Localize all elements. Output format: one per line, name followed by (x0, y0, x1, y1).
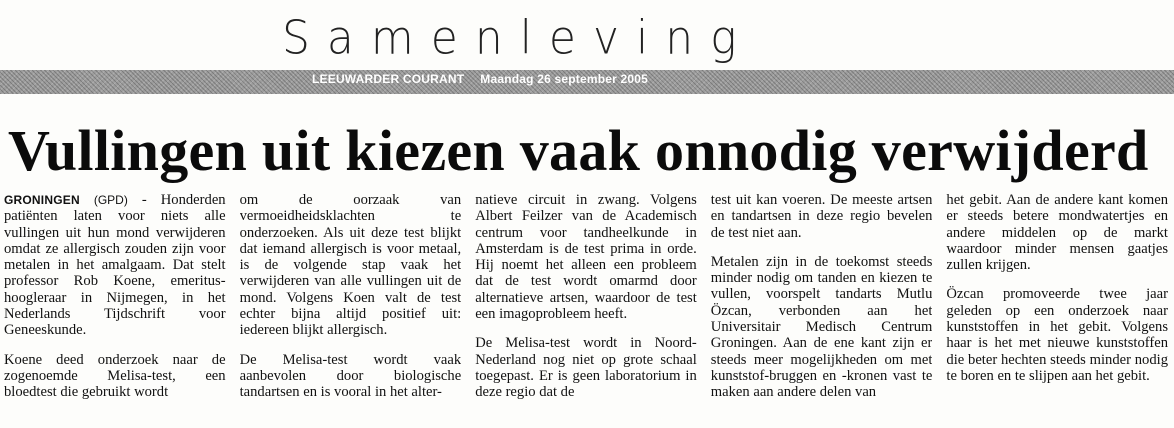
masthead-text (312, 72, 648, 86)
article-column-3 (475, 192, 697, 424)
paragraph (4, 192, 226, 339)
paragraph: om de oorzaak van vermoeidheidsklachten te onderzoeken. Als uit deze test blijkt dat iemand allergisch is voor metaal, is de volgende stap vaak het verwijderen van alle vullingen uit de mond. Volgens Koen valt de test echter bijna altijd positief uit: iedereen blijkt allergisch. (239, 192, 462, 339)
dateline: GRONINGEN (4, 193, 80, 207)
paragraph: De Melisa-test wordt in Noord-Nederland nog niet op grote schaal toegepast. Er is geen laboratorium in deze regio dat de (475, 335, 697, 401)
article-column-2 (240, 192, 462, 424)
newspaper-name: LEEUWARDER COURANT (312, 72, 465, 86)
paragraph: natieve circuit in zwang. Volgens Albert Feilzer van de Academisch centrum voor tandheelkunde in Amsterdam is de test prima in orde. Hij noemt het alleen een probleem dat de test wordt omarmd door alternatieve artsen, waardoor de test een imagoprobleem heeft. (475, 192, 697, 323)
publication-date: Maandag 26 september 2005 (480, 72, 649, 86)
news-agency: (GPD) (93, 193, 128, 207)
paragraph: Özcan promoveerde twee jaar geleden op een onderzoek naar kunststoffen in het gebit. Volgens haar is het met nieuwe kunststoffen die beter hechten steeds minder nodig te boren en te slijpen aan het gebit. (946, 286, 1168, 384)
section-title: Samenleving (282, 11, 754, 66)
article-column-4 (711, 192, 933, 424)
paragraph: test uit kan voeren. De meeste artsen en tandartsen in deze regio bevelen de test niet aan. (710, 192, 933, 241)
paragraph: De Melisa-test wordt vaak aanbevolen door biologische tandartsen en is vooral in het alter- (239, 351, 462, 401)
article-column-1 (4, 192, 226, 424)
paragraph-text: - Honderden patiënten laten voor niets alle vullingen uit hun mond verwijderen omdat ze allergisch zouden zijn voor metalen in het amalgaam. Dat stelt professor Rob Koene, emeritus-hoogleraar in Nijmegen, in het Nederlands Tijdschrift voor Geneeskunde. (4, 192, 226, 339)
article-column-5 (946, 192, 1168, 424)
article-body (4, 192, 1168, 424)
article-headline: Vullingen uit kiezen vaak onnodig verwijderd (8, 118, 1149, 183)
paragraph: het gebit. Aan de andere kant komen er steeds betere mondwatertjes en andere middelen op de markt waardoor minder mensen gaatjes zullen krijgen. (946, 192, 1168, 274)
paragraph: Koene deed onderzoek naar de zogenoemde Melisa-test, een bloedtest die gebruikt wordt (4, 351, 226, 401)
paragraph: Metalen zijn in de toekomst steeds minder nodig om tanden en kiezen te vullen, voorspelt tandarts Mutlu Özcan, verbonden aan het Universitair Medisch Centrum Groningen. Aan de ene kant zijn er steeds meer mogelijkheden om met kunststof-bruggen en -kronen vast te maken aan andere delen van (710, 253, 933, 401)
masthead-band (0, 70, 1174, 94)
